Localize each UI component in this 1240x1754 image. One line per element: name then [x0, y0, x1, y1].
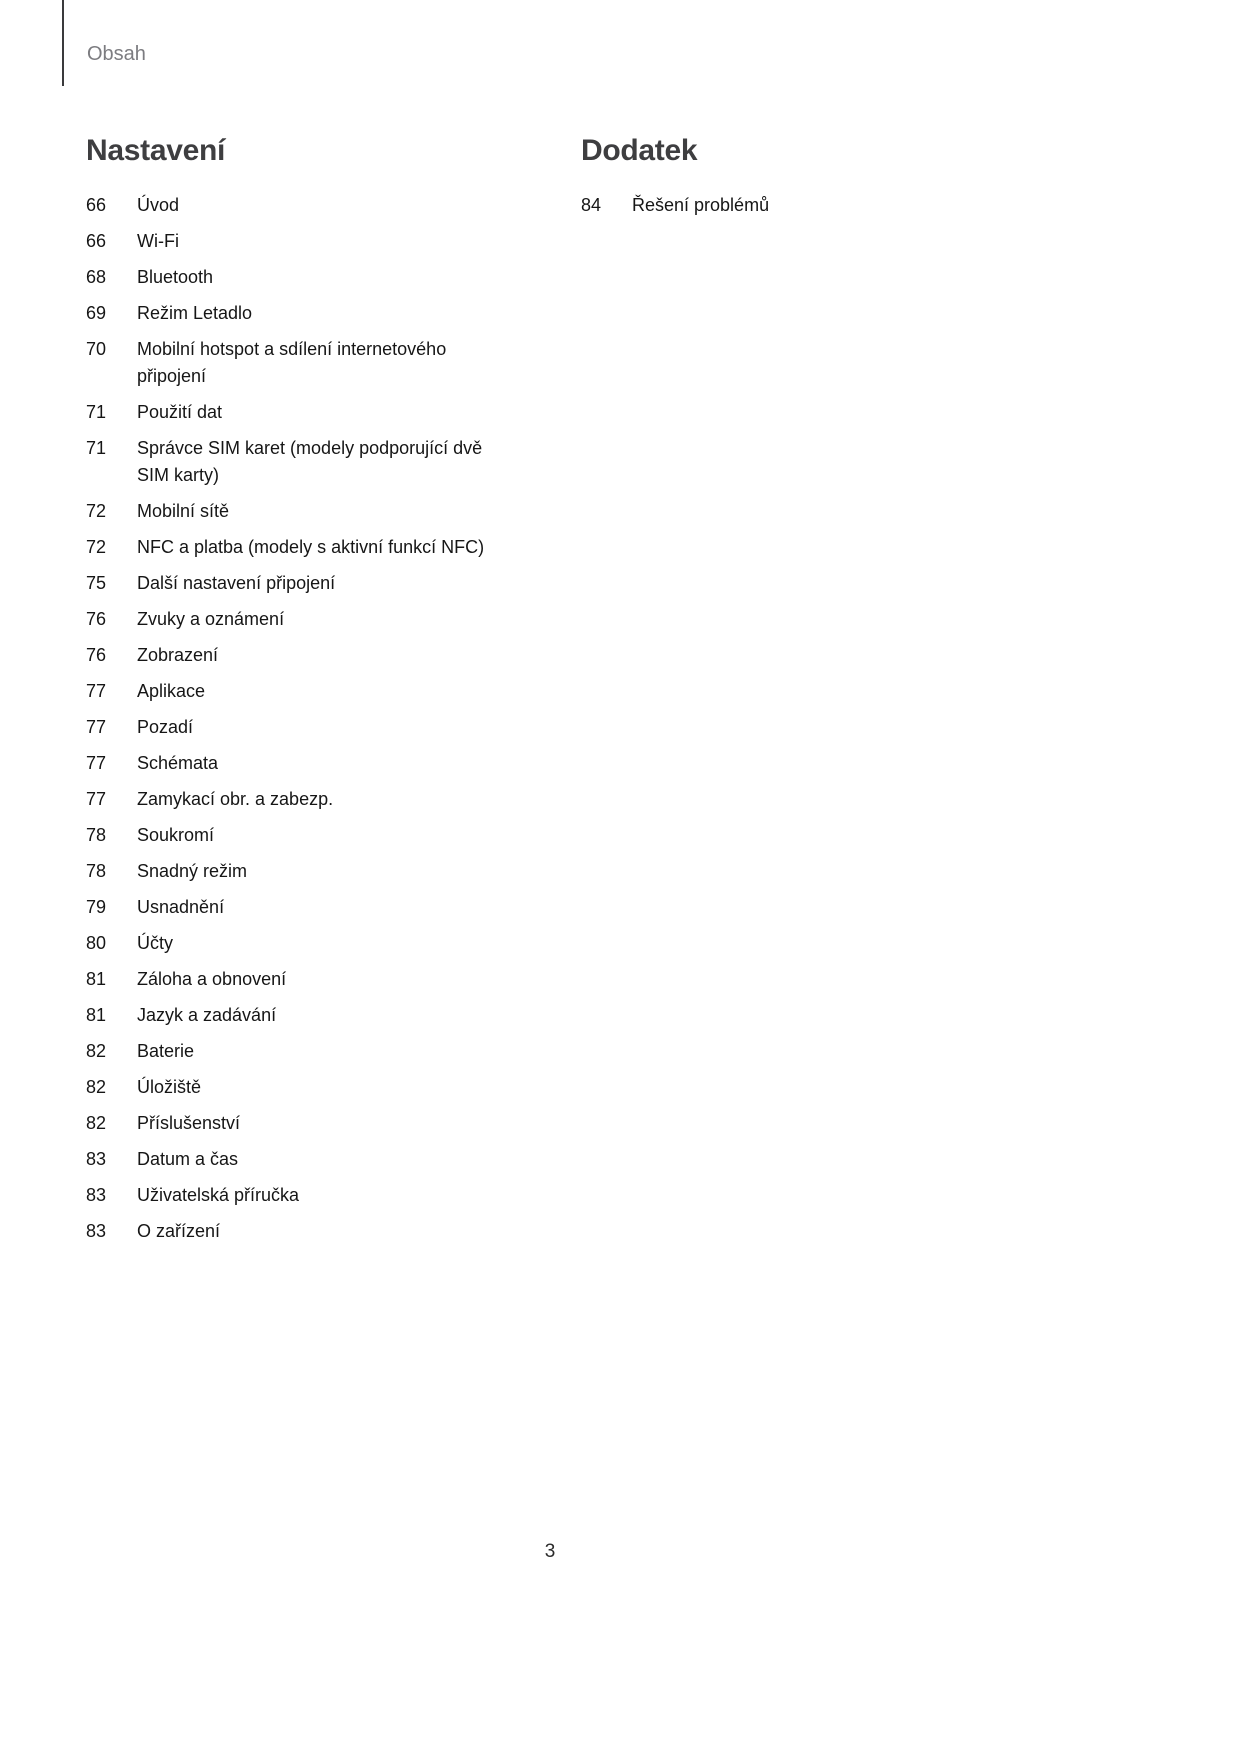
toc-entry-page-number: 75 [86, 573, 107, 593]
toc-entry-label: Bluetooth [137, 267, 214, 287]
toc-entry-page-number: 72 [86, 537, 107, 557]
toc-entry-label: Soukromí [137, 825, 215, 845]
toc-entry-label: Příslušenství [137, 1113, 241, 1133]
toc-entry-label: Baterie [137, 1041, 195, 1061]
toc-entry-page-number: 77 [86, 789, 107, 809]
toc-entry[interactable] [581, 192, 1014, 219]
toc-entry[interactable] [86, 894, 581, 921]
running-header: Obsah [87, 43, 146, 65]
toc-entry[interactable] [86, 1146, 581, 1173]
toc-entry[interactable] [86, 399, 581, 426]
toc-entry[interactable] [86, 1218, 581, 1245]
toc-entry[interactable] [86, 966, 581, 993]
toc-entry-page-number: 81 [86, 1005, 107, 1025]
toc-entry-page-number: 71 [86, 438, 107, 458]
toc-entry[interactable] [86, 786, 581, 813]
toc-entry-label: O zařízení [137, 1221, 221, 1241]
toc-entry-label: Úložiště [137, 1077, 202, 1097]
toc-entry-page-number: 82 [86, 1113, 107, 1133]
toc-entry-page-number: 71 [86, 402, 107, 422]
toc-entry-label: Schémata [137, 753, 219, 773]
toc-entry[interactable] [86, 498, 581, 525]
toc-entry-page-number: 78 [86, 861, 107, 881]
toc-entry-label: Pozadí [137, 717, 194, 737]
toc-entry[interactable] [86, 930, 581, 957]
toc-entry[interactable] [86, 1110, 581, 1137]
toc-entry[interactable] [86, 822, 581, 849]
toc-entry-page-number: 80 [86, 933, 107, 953]
toc-entry[interactable] [86, 264, 581, 291]
toc-entry[interactable] [86, 1182, 581, 1209]
toc-entry[interactable] [86, 750, 581, 777]
toc-entry-page-number: 77 [86, 717, 107, 737]
toc-entry-page-number: 81 [86, 969, 107, 989]
toc-entry-label: Zamykací obr. a zabezp. [137, 789, 334, 809]
toc-entry-label: Řešení problémů [632, 195, 770, 215]
toc-entry[interactable] [86, 714, 581, 741]
toc-entry[interactable] [86, 1074, 581, 1101]
toc-column-left [86, 134, 581, 1254]
section-title: Dodatek [581, 134, 698, 167]
toc-entry[interactable] [86, 192, 581, 219]
toc-entry-label: Další nastavení připojení [137, 573, 336, 593]
toc-entry-label: Zobrazení [137, 645, 219, 665]
toc-entry-page-number: 83 [86, 1149, 107, 1169]
toc-entry[interactable] [86, 300, 581, 327]
toc-entry-label: Zvuky a oznámení [137, 609, 285, 629]
toc-list [86, 192, 581, 1245]
toc-entry-page-number: 77 [86, 753, 107, 773]
toc-entry-label: Záloha a obnovení [137, 969, 287, 989]
toc-entry[interactable] [86, 678, 581, 705]
toc-entry-page-number: 82 [86, 1041, 107, 1061]
footer-page-number: 3 [544, 1541, 556, 1562]
toc-entry-page-number: 78 [86, 825, 107, 845]
toc-entry[interactable] [86, 1002, 581, 1029]
toc-entry-page-number: 66 [86, 195, 107, 215]
toc-list [581, 192, 1014, 219]
toc-entry[interactable] [86, 858, 581, 885]
toc-entry-label: Použití dat [137, 402, 223, 422]
toc-entry-page-number: 66 [86, 231, 107, 251]
toc-entry-label: Uživatelská příručka [137, 1185, 300, 1205]
toc-entry-label: Účty [137, 933, 173, 953]
toc-entry-page-number: 79 [86, 897, 107, 917]
toc-entry[interactable] [86, 228, 581, 255]
toc-entry-label: Snadný režim [137, 861, 248, 881]
toc-entry-label: Datum a čas [137, 1149, 239, 1169]
toc-entry-page-number: 84 [581, 195, 602, 215]
toc-entry[interactable] [86, 570, 581, 597]
toc-entry[interactable] [86, 336, 581, 390]
toc-entry[interactable] [86, 1038, 581, 1065]
toc-column-right [581, 134, 1014, 228]
section-title: Nastavení [86, 134, 226, 167]
toc-entry-page-number: 72 [86, 501, 107, 521]
toc-entry-label: Mobilní hotspot a sdílení internetového připojení [137, 339, 447, 386]
toc-entry-label: Wi-Fi [137, 231, 179, 251]
toc-entry-label: Správce SIM karet (modely podporující dvě SIM karty) [137, 438, 483, 485]
toc-entry-label: Úvod [137, 195, 180, 215]
toc-entry-page-number: 83 [86, 1221, 107, 1241]
toc-entry-label: Jazyk a zadávání [137, 1005, 277, 1025]
toc-entry-label: Režim Letadlo [137, 303, 253, 323]
toc-entry[interactable] [86, 435, 581, 489]
toc-entry-page-number: 69 [86, 303, 107, 323]
toc-entry-page-number: 76 [86, 645, 107, 665]
toc-entry-page-number: 68 [86, 267, 107, 287]
header-rule [62, 0, 64, 86]
toc-entry-label: Aplikace [137, 681, 206, 701]
toc-entry-label: NFC a platba (modely s aktivní funkcí NFC) [137, 537, 485, 557]
toc-entry[interactable] [86, 534, 581, 561]
toc-entry-label: Usnadnění [137, 897, 225, 917]
toc-entry-label: Mobilní sítě [137, 501, 230, 521]
toc-entry[interactable] [86, 642, 581, 669]
toc-entry-page-number: 82 [86, 1077, 107, 1097]
toc-content [86, 134, 1014, 1254]
toc-entry-page-number: 70 [86, 339, 107, 359]
toc-entry-page-number: 77 [86, 681, 107, 701]
toc-entry-page-number: 76 [86, 609, 107, 629]
toc-entry[interactable] [86, 606, 581, 633]
toc-entry-page-number: 83 [86, 1185, 107, 1205]
